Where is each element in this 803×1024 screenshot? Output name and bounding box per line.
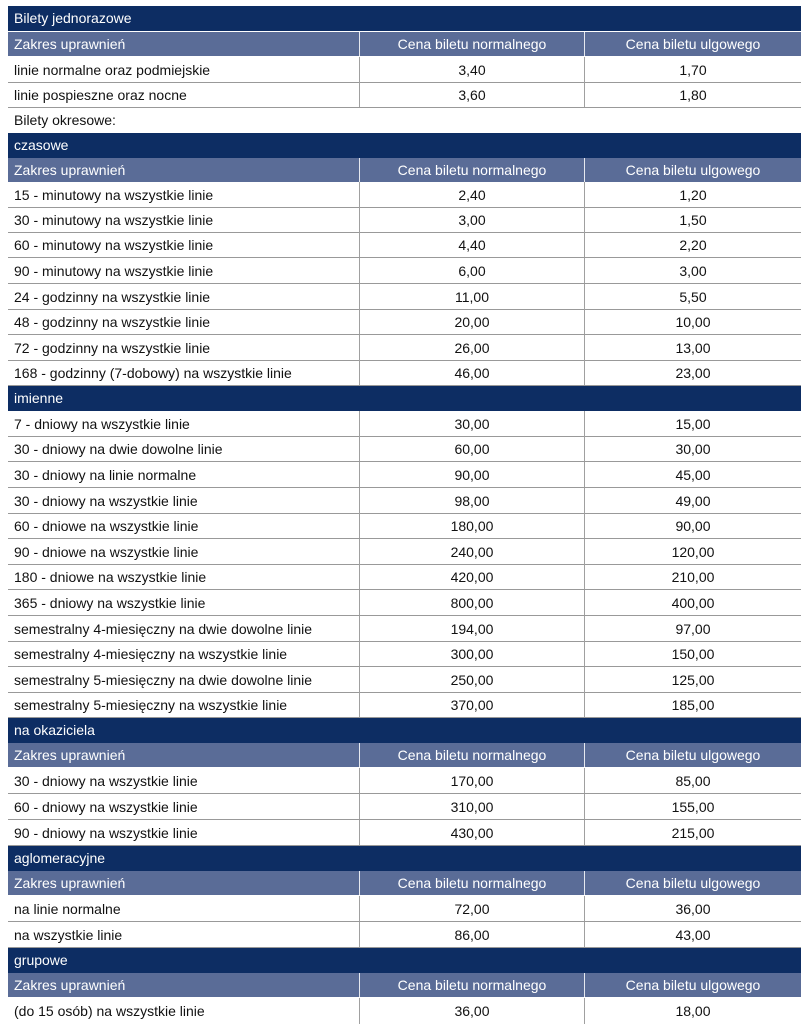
row-scope: semestralny 5-miesięczny na wszystkie linie [8, 692, 360, 717]
table-row [8, 998, 801, 1024]
table-row [8, 564, 801, 590]
row-reduced-price: 1,50 [679, 212, 707, 228]
header-reduced-price: Cena biletu ulgowego [625, 162, 761, 178]
row-normal-price: 3,00 [360, 207, 585, 232]
table-header [8, 973, 801, 997]
row-reduced-price: 49,00 [675, 493, 711, 509]
table-row [8, 57, 801, 83]
row-normal-price: 4,40 [360, 232, 585, 257]
row-scope: semestralny 4-miesięczny na wszystkie linie [8, 641, 360, 666]
row-scope: 180 - dniowe na wszystkie linie [8, 564, 360, 589]
row-scope: 30 - dniowy na dwie dowolne linie [8, 436, 360, 461]
row-reduced-price: 185,00 [671, 697, 715, 713]
row-normal-price: 2,40 [360, 182, 585, 207]
header-scope: Zakres uprawnień [8, 973, 360, 997]
row-reduced-price: 5,50 [679, 289, 707, 305]
table-header [8, 743, 801, 767]
row-scope: 60 - dniowe na wszystkie linie [8, 513, 360, 538]
table-row [8, 335, 801, 361]
section-title-okaziciela: na okaziciela [8, 718, 801, 743]
row-normal-price: 20,00 [360, 309, 585, 334]
table-row [8, 82, 801, 108]
row-reduced-price: 1,20 [679, 187, 707, 203]
table-header [8, 158, 801, 182]
row-scope: na linie normalne [8, 896, 360, 921]
row-normal-price: 310,00 [360, 794, 585, 819]
row-scope: na wszystkie linie [8, 922, 360, 947]
row-normal-price: 46,00 [360, 360, 585, 385]
section-title-grupowe: grupowe [8, 948, 801, 973]
row-reduced-price: 36,00 [675, 901, 711, 917]
header-scope: Zakres uprawnień [8, 743, 360, 767]
header-reduced-price: Cena biletu ulgowego [625, 977, 761, 993]
row-normal-price: 250,00 [360, 667, 585, 692]
row-reduced-price: 3,00 [679, 263, 707, 279]
row-reduced-price: 23,00 [675, 365, 711, 381]
table-row [8, 309, 801, 335]
header-normal-price: Cena biletu normalnego [360, 743, 585, 767]
row-normal-price: 98,00 [360, 488, 585, 513]
row-scope: 72 - godzinny na wszystkie linie [8, 335, 360, 360]
header-normal-price: Cena biletu normalnego [360, 158, 585, 182]
table-row [8, 539, 801, 565]
table-row [8, 513, 801, 539]
row-scope: 30 - dniowy na wszystkie linie [8, 768, 360, 793]
row-reduced-price: 2,20 [679, 237, 707, 253]
row-scope: 60 - dniowy na wszystkie linie [8, 794, 360, 819]
header-normal-price: Cena biletu normalnego [360, 973, 585, 997]
row-reduced-price: 13,00 [675, 340, 711, 356]
table-row [8, 692, 801, 718]
row-scope: semestralny 4-miesięczny na dwie dowolne linie [8, 616, 360, 641]
row-reduced-price: 90,00 [675, 518, 711, 534]
row-scope: (do 15 osób) na wszystkie linie [8, 998, 360, 1024]
table-header [8, 32, 801, 56]
row-normal-price: 800,00 [360, 590, 585, 615]
table-row [8, 462, 801, 488]
row-reduced-price: 18,00 [675, 1003, 711, 1019]
row-normal-price: 86,00 [360, 922, 585, 947]
table-row [8, 820, 801, 846]
row-reduced-price: 30,00 [675, 441, 711, 457]
table-row [8, 258, 801, 284]
row-normal-price: 90,00 [360, 462, 585, 487]
row-reduced-price: 150,00 [671, 646, 715, 662]
row-reduced-price: 97,00 [675, 621, 711, 637]
table-row [8, 794, 801, 820]
row-scope: 365 - dniowy na wszystkie linie [8, 590, 360, 615]
row-scope: 90 - dniowy na wszystkie linie [8, 820, 360, 845]
row-scope: linie normalne oraz podmiejskie [8, 57, 360, 82]
table-row [8, 436, 801, 462]
header-scope: Zakres uprawnień [8, 158, 360, 182]
table-row [8, 641, 801, 667]
periodic-tickets-label: Bilety okresowe: [14, 112, 116, 128]
row-scope: 30 - minutowy na wszystkie linie [8, 207, 360, 232]
row-scope: 24 - godzinny na wszystkie linie [8, 284, 360, 309]
row-scope: 15 - minutowy na wszystkie linie [8, 182, 360, 207]
row-normal-price: 36,00 [360, 998, 585, 1024]
row-reduced-price: 210,00 [671, 569, 715, 585]
row-reduced-price: 43,00 [675, 927, 711, 943]
table-row [8, 207, 801, 233]
row-scope: 90 - dniowe na wszystkie linie [8, 539, 360, 564]
table-row [8, 411, 801, 437]
row-normal-price: 370,00 [360, 692, 585, 717]
header-reduced-price: Cena biletu ulgowego [625, 875, 761, 891]
row-reduced-price: 10,00 [675, 314, 711, 330]
row-normal-price: 194,00 [360, 616, 585, 641]
row-normal-price: 60,00 [360, 436, 585, 461]
row-normal-price: 6,00 [360, 258, 585, 283]
row-normal-price: 72,00 [360, 896, 585, 921]
row-reduced-price: 125,00 [671, 672, 715, 688]
table-row [8, 182, 801, 208]
row-scope: 60 - minutowy na wszystkie linie [8, 232, 360, 257]
table-row [8, 922, 801, 948]
table-row [8, 896, 801, 922]
table-row [8, 590, 801, 616]
row-normal-price: 240,00 [360, 539, 585, 564]
section-title-aglomeracyjne: aglomeracyjne [8, 846, 801, 871]
row-normal-price: 11,00 [360, 284, 585, 309]
table-header [8, 871, 801, 895]
row-normal-price: 430,00 [360, 820, 585, 845]
row-normal-price: 170,00 [360, 768, 585, 793]
row-normal-price: 180,00 [360, 513, 585, 538]
row-reduced-price: 85,00 [675, 773, 711, 789]
header-normal-price: Cena biletu normalnego [360, 32, 585, 56]
row-reduced-price: 45,00 [675, 467, 711, 483]
table-row [8, 488, 801, 514]
row-scope: 30 - dniowy na wszystkie linie [8, 488, 360, 513]
row-scope: 168 - godzinny (7-dobowy) na wszystkie linie [8, 360, 360, 385]
section-title-imienne: imienne [8, 386, 801, 411]
row-reduced-price: 1,70 [679, 62, 707, 78]
section-title-czasowe: czasowe [8, 133, 801, 158]
row-reduced-price: 400,00 [671, 595, 715, 611]
row-reduced-price: 1,80 [679, 87, 707, 103]
table-row [8, 667, 801, 693]
row-normal-price: 300,00 [360, 641, 585, 666]
row-normal-price: 420,00 [360, 564, 585, 589]
header-scope: Zakres uprawnień [8, 871, 360, 895]
row-reduced-price: 120,00 [671, 544, 715, 560]
row-normal-price: 30,00 [360, 411, 585, 436]
row-scope: semestralny 5-miesięczny na dwie dowolne linie [8, 667, 360, 692]
header-scope: Zakres uprawnień [8, 32, 360, 56]
row-normal-price: 26,00 [360, 335, 585, 360]
table-row [8, 284, 801, 310]
header-normal-price: Cena biletu normalnego [360, 871, 585, 895]
section-title-single: Bilety jednorazowe [8, 6, 801, 31]
row-reduced-price: 215,00 [671, 825, 715, 841]
row-normal-price: 3,40 [360, 57, 585, 82]
row-normal-price: 3,60 [360, 82, 585, 107]
row-scope: 48 - godzinny na wszystkie linie [8, 309, 360, 334]
header-reduced-price: Cena biletu ulgowego [625, 747, 761, 763]
row-scope: linie pospieszne oraz nocne [8, 82, 360, 107]
table-row [8, 616, 801, 642]
table-row [8, 768, 801, 794]
row-scope: 90 - minutowy na wszystkie linie [8, 258, 360, 283]
row-reduced-price: 155,00 [671, 799, 715, 815]
row-scope: 30 - dniowy na linie normalne [8, 462, 360, 487]
table-row [8, 360, 801, 386]
row-scope: 7 - dniowy na wszystkie linie [8, 411, 360, 436]
header-reduced-price: Cena biletu ulgowego [625, 36, 761, 52]
row-reduced-price: 15,00 [675, 416, 711, 432]
table-row [8, 232, 801, 258]
